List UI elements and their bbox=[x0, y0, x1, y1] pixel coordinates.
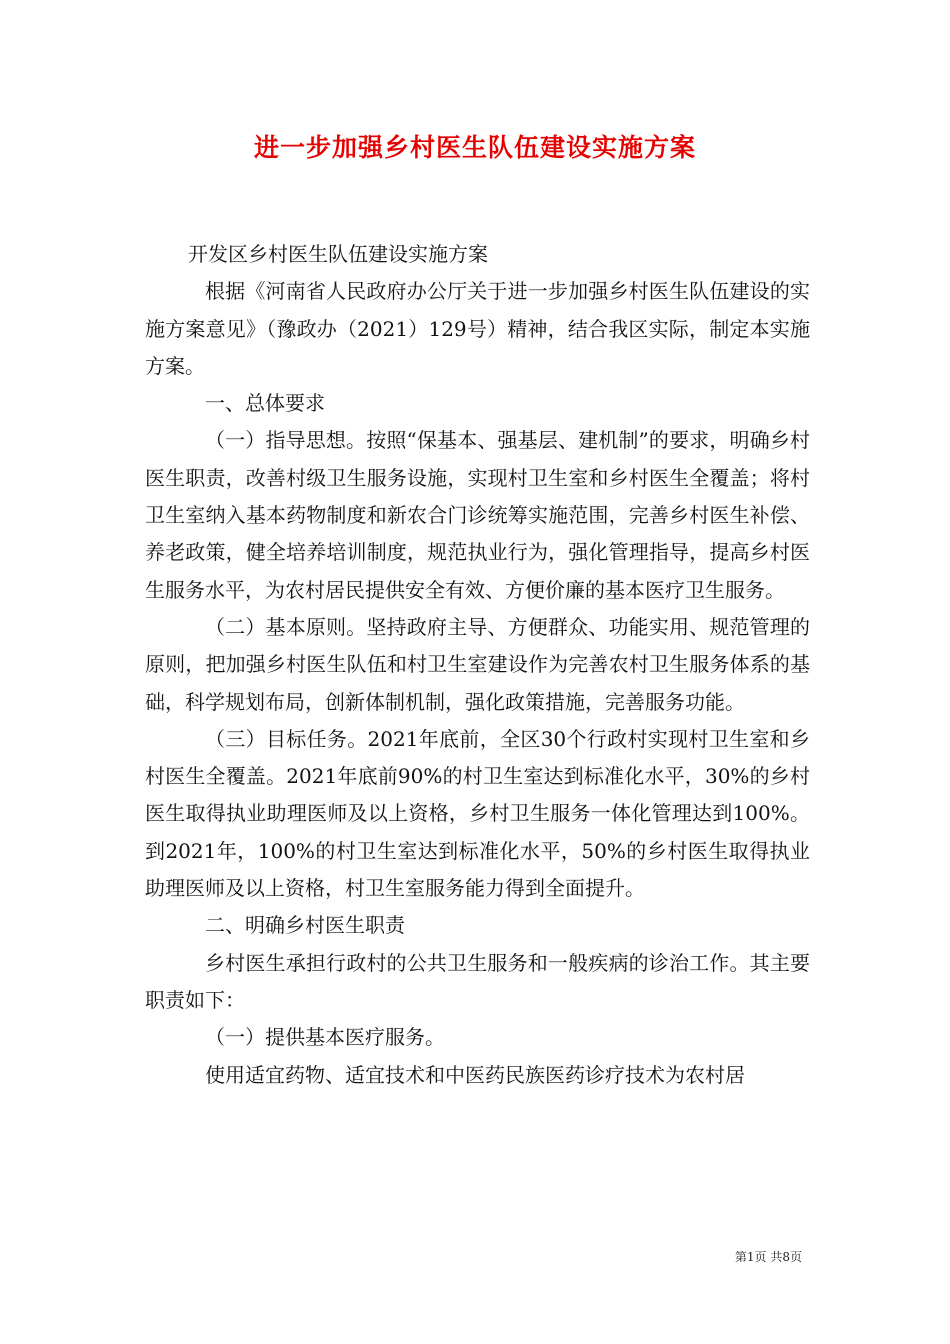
paragraph-medical-service: 使用适宜药物、适宜技术和中医药民族医药诊疗技术为农村居 bbox=[205, 1062, 745, 1087]
heading-doctor-duties: 二、明确乡村医生职责 bbox=[205, 913, 405, 938]
paragraph-duties-intro: 乡村医生承担行政村的公共卫生服务和一般疾病的诊治工作。其主要职责如下： bbox=[145, 950, 810, 1012]
document-title: 进一步加强乡村医生队伍建设实施方案 bbox=[253, 133, 696, 162]
paragraph-subtitle: 开发区乡村医生队伍建设实施方案 bbox=[188, 242, 488, 266]
heading-basic-medical-service: （一）提供基本医疗服务。 bbox=[205, 1025, 445, 1050]
document-body bbox=[145, 236, 810, 1094]
paragraph-intro: 根据《河南省人民政府办公厅关于进一步加强乡村医生队伍建设的实施方案意见》（豫政办（2021）129号）精神，结合我区实际，制定本实施方案。 bbox=[145, 279, 810, 378]
paragraph-guiding-ideology: （一）指导思想。按照“保基本、强基层、建机制”的要求，明确乡村医生职责，改善村级卫生服务设施，实现村卫生室和乡村医生全覆盖；将村卫生室纳入基本药物制度和新农合门诊统筹实施范围，完善乡村医生补偿、养老政策，健全培养培训制度，规范执业行为，强化管理指导，提高乡村医生服务水平，为农村居民提供安全有效、方便价廉的基本医疗卫生服务。 bbox=[145, 428, 810, 602]
paragraph-basic-principles: （二）基本原则。坚持政府主导、方便群众、功能实用、规范管理的原则，把加强乡村医生队伍和村卫生室建设作为完善农村卫生服务体系的基础，科学规划布局，创新体制机制，强化政策措施，完善服务功能。 bbox=[145, 614, 810, 714]
paragraph-target-tasks: （三）目标任务。2021年底前，全区30个行政村实现村卫生室和乡村医生全覆盖。2021年底前90%的村卫生室达到标准化水平，30%的乡村医生取得执业助理医师及以上资格，乡村卫生服务一体化管理达到100%。到2021年，100%的村卫生室达到标准化水平，50%的乡村医生取得执业助理医师及以上资格，村卫生室服务能力得到全面提升。 bbox=[145, 726, 810, 901]
heading-general-requirements: 一、总体要求 bbox=[205, 391, 325, 416]
page-number: 第1页 共8页 bbox=[734, 1250, 802, 1264]
